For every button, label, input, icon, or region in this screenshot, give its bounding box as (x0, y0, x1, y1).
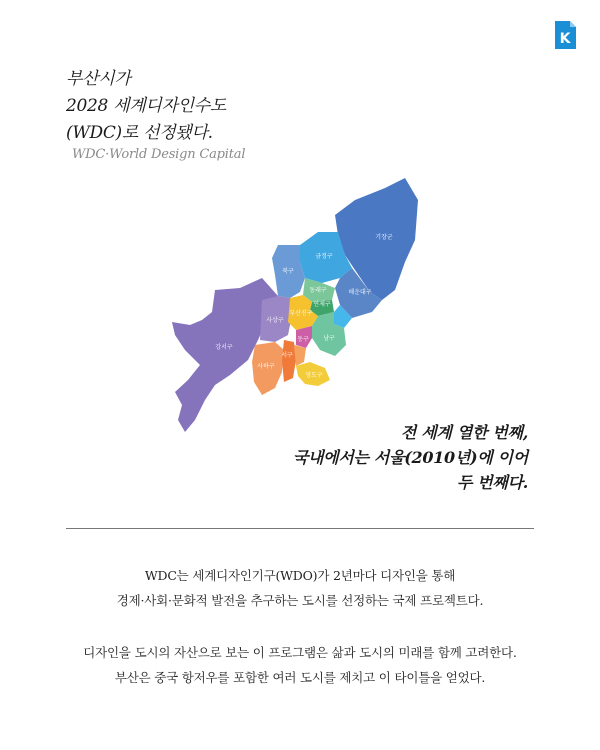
body-p1-line-1: WDC는 세계디자인기구(WDO)가 2년마다 디자인을 통해 (144, 568, 456, 583)
label-seo: 서구 (281, 352, 293, 359)
logo-letter: K (559, 31, 571, 47)
quote-line-1: 전 세계 열한 번째, (400, 423, 528, 442)
title-line-2: 2028 세계디자인수도 (66, 96, 227, 116)
quote-line-3: 두 번째다. (456, 473, 528, 492)
label-gijang: 기장군 (375, 234, 393, 241)
body-p2-line-1: 디자인을 도시의 자산으로 보는 이 프로그램은 삶과 도시의 미래를 함께 고려한다. (83, 645, 517, 660)
title-line-1: 부산시가 (66, 69, 131, 89)
label-yeonje: 연제구 (313, 301, 331, 308)
page-subtitle: WDC·World Design Capital (72, 147, 246, 162)
busan-district-map (170, 170, 420, 440)
title-line-3: (WDC)로 선정됐다. (66, 123, 213, 143)
label-gangseo: 강서구 (215, 344, 233, 351)
label-busanjin: 부산진구 (289, 310, 313, 317)
body-p2-line-2: 부산은 중국 항저우를 포함한 여러 도시를 제치고 이 타이틀을 얻었다. (114, 670, 486, 685)
label-geumjeong: 금정구 (315, 253, 333, 260)
label-sasang: 사상구 (266, 317, 284, 324)
body-paragraph-2 (0, 640, 600, 690)
quote-line-2: 국내에서는 서울(2010년)에 이어 (292, 448, 528, 467)
body-paragraph-1 (0, 563, 600, 613)
label-nam: 남구 (323, 335, 335, 342)
label-dong: 동구 (297, 336, 309, 343)
district-jung (294, 345, 306, 366)
highlight-quote (293, 420, 528, 495)
label-buk: 북구 (282, 268, 294, 275)
label-haeundae: 해운대구 (348, 289, 372, 296)
page-title (66, 66, 226, 147)
label-yeongdo: 영도구 (305, 372, 323, 379)
brand-logo-icon (553, 20, 577, 50)
body-p1-line-2: 경제·사회·문화적 발전을 추구하는 도시를 선정하는 국제 프로젝트다. (116, 593, 484, 608)
district-seo (282, 340, 296, 382)
label-dongnae: 동래구 (309, 287, 327, 294)
divider (66, 528, 534, 529)
label-saha: 사하구 (257, 363, 275, 370)
